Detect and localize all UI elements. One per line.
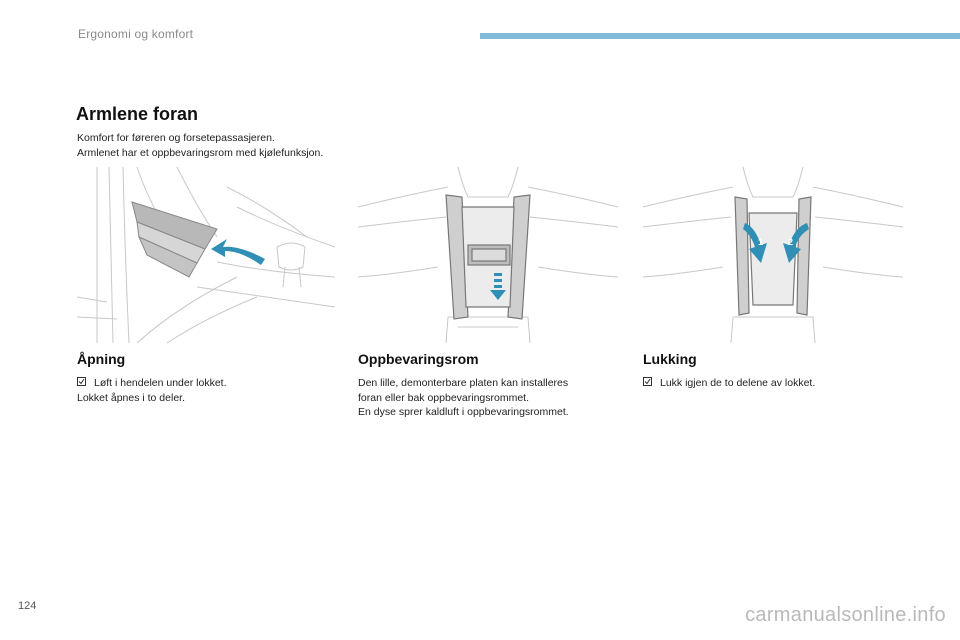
watermark: carmanualsonline.info <box>745 604 946 626</box>
closing-heading: Lukking <box>643 351 697 367</box>
opening-step: Løft i hendelen under lokket. <box>94 377 227 389</box>
opening-text <box>77 376 347 405</box>
opening-heading: Åpning <box>77 351 126 367</box>
section-intro <box>77 131 323 161</box>
storage-line: Den lille, demonterbare platen kan installeres <box>358 377 569 389</box>
checkbox-bullet-icon <box>77 376 86 385</box>
storage-compartment-illustration <box>358 167 618 343</box>
closing-label-2: 2 <box>788 237 794 247</box>
closing-step: Lukk igjen de to delene av lokket. <box>660 377 816 389</box>
closing-text <box>643 376 913 391</box>
intro-line: Armlenet har et oppbevaringsrom med kjølefunksjon. <box>77 147 324 159</box>
section-title: Armlene foran <box>76 104 199 124</box>
storage-text <box>358 376 628 420</box>
intro-line: Komfort for føreren og forsetepassasjeren. <box>77 132 275 144</box>
opening-arrow-icon <box>211 239 265 265</box>
storage-heading: Oppbevaringsrom <box>358 351 479 367</box>
armrest-opening-illustration <box>77 167 337 343</box>
storage-line: En dyse sprer kaldluft i oppbevaringsrommet. <box>358 406 569 418</box>
armrest-closing-illustration <box>643 167 903 343</box>
checkbox-bullet-icon <box>643 376 652 385</box>
closing-label-1: 1 <box>758 237 764 247</box>
storage-line: foran eller bak oppbevaringsrommet. <box>358 391 530 404</box>
opening-note: Lokket åpnes i to deler. <box>77 391 185 404</box>
page-number: 124 <box>18 600 37 612</box>
header-accent-bar <box>480 33 960 39</box>
running-header: Ergonomi og komfort <box>78 27 194 41</box>
